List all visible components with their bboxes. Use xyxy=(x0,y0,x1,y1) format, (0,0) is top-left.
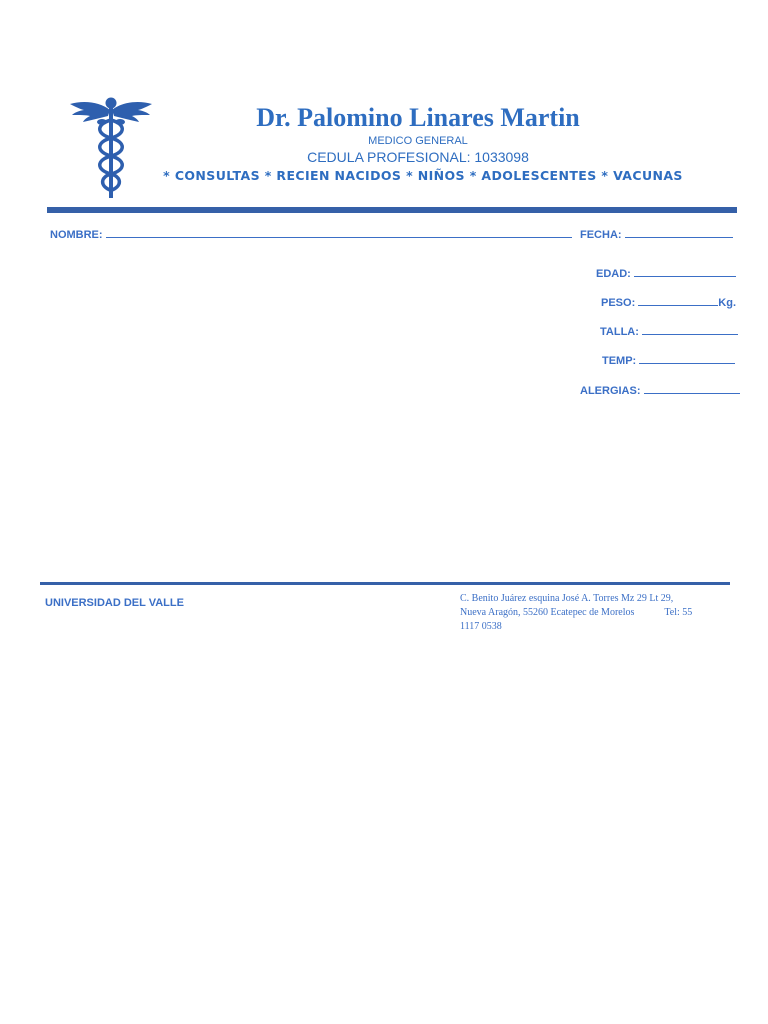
header-divider xyxy=(47,207,737,213)
peso-label: PESO: xyxy=(601,297,636,309)
temp-line xyxy=(639,353,735,364)
talla-label: TALLA: xyxy=(600,326,639,338)
address-line-2 xyxy=(460,606,732,620)
fecha-line xyxy=(625,227,733,238)
edad-label: EDAD: xyxy=(596,268,631,280)
institution-name: UNIVERSIDAD DEL VALLE xyxy=(45,597,184,609)
nombre-field[interactable] xyxy=(50,227,572,242)
address-line-1: C. Benito Juárez esquina José A. Torres Mz 29 Lt 29, xyxy=(460,593,674,604)
peso-unit: Kg. xyxy=(718,297,737,309)
nombre-line xyxy=(106,227,572,238)
specialty: MEDICO GENERAL xyxy=(368,135,468,147)
edad-field[interactable] xyxy=(596,266,736,281)
footer-divider xyxy=(40,582,730,585)
peso-field[interactable] xyxy=(601,295,736,310)
alergias-line xyxy=(644,383,740,394)
alergias-field[interactable] xyxy=(580,383,740,398)
services-list: * CONSULTAS * RECIEN NACIDOS * NIÑOS * ADOLESCENTES * VACUNAS xyxy=(163,168,683,183)
nombre-label: NOMBRE: xyxy=(50,229,103,241)
phone-label: Tel: 55 xyxy=(664,607,693,618)
talla-line xyxy=(642,324,738,335)
address-block xyxy=(460,592,732,634)
edad-line xyxy=(634,266,736,277)
address-city: Nueva Aragón, 55260 Ecatepec de Morelos xyxy=(460,607,635,618)
doctor-name: Dr. Palomino Linares Martin xyxy=(256,103,580,132)
license-number: CEDULA PROFESIONAL: 1033098 xyxy=(307,149,529,165)
temp-label: TEMP: xyxy=(602,355,637,367)
alergias-label: ALERGIAS: xyxy=(580,385,641,397)
phone-number: 1117 0538 xyxy=(460,621,502,632)
peso-line xyxy=(638,295,718,306)
fecha-label: FECHA: xyxy=(580,229,622,241)
temp-field[interactable] xyxy=(602,353,735,368)
fecha-field[interactable] xyxy=(580,227,733,242)
talla-field[interactable] xyxy=(600,324,738,339)
